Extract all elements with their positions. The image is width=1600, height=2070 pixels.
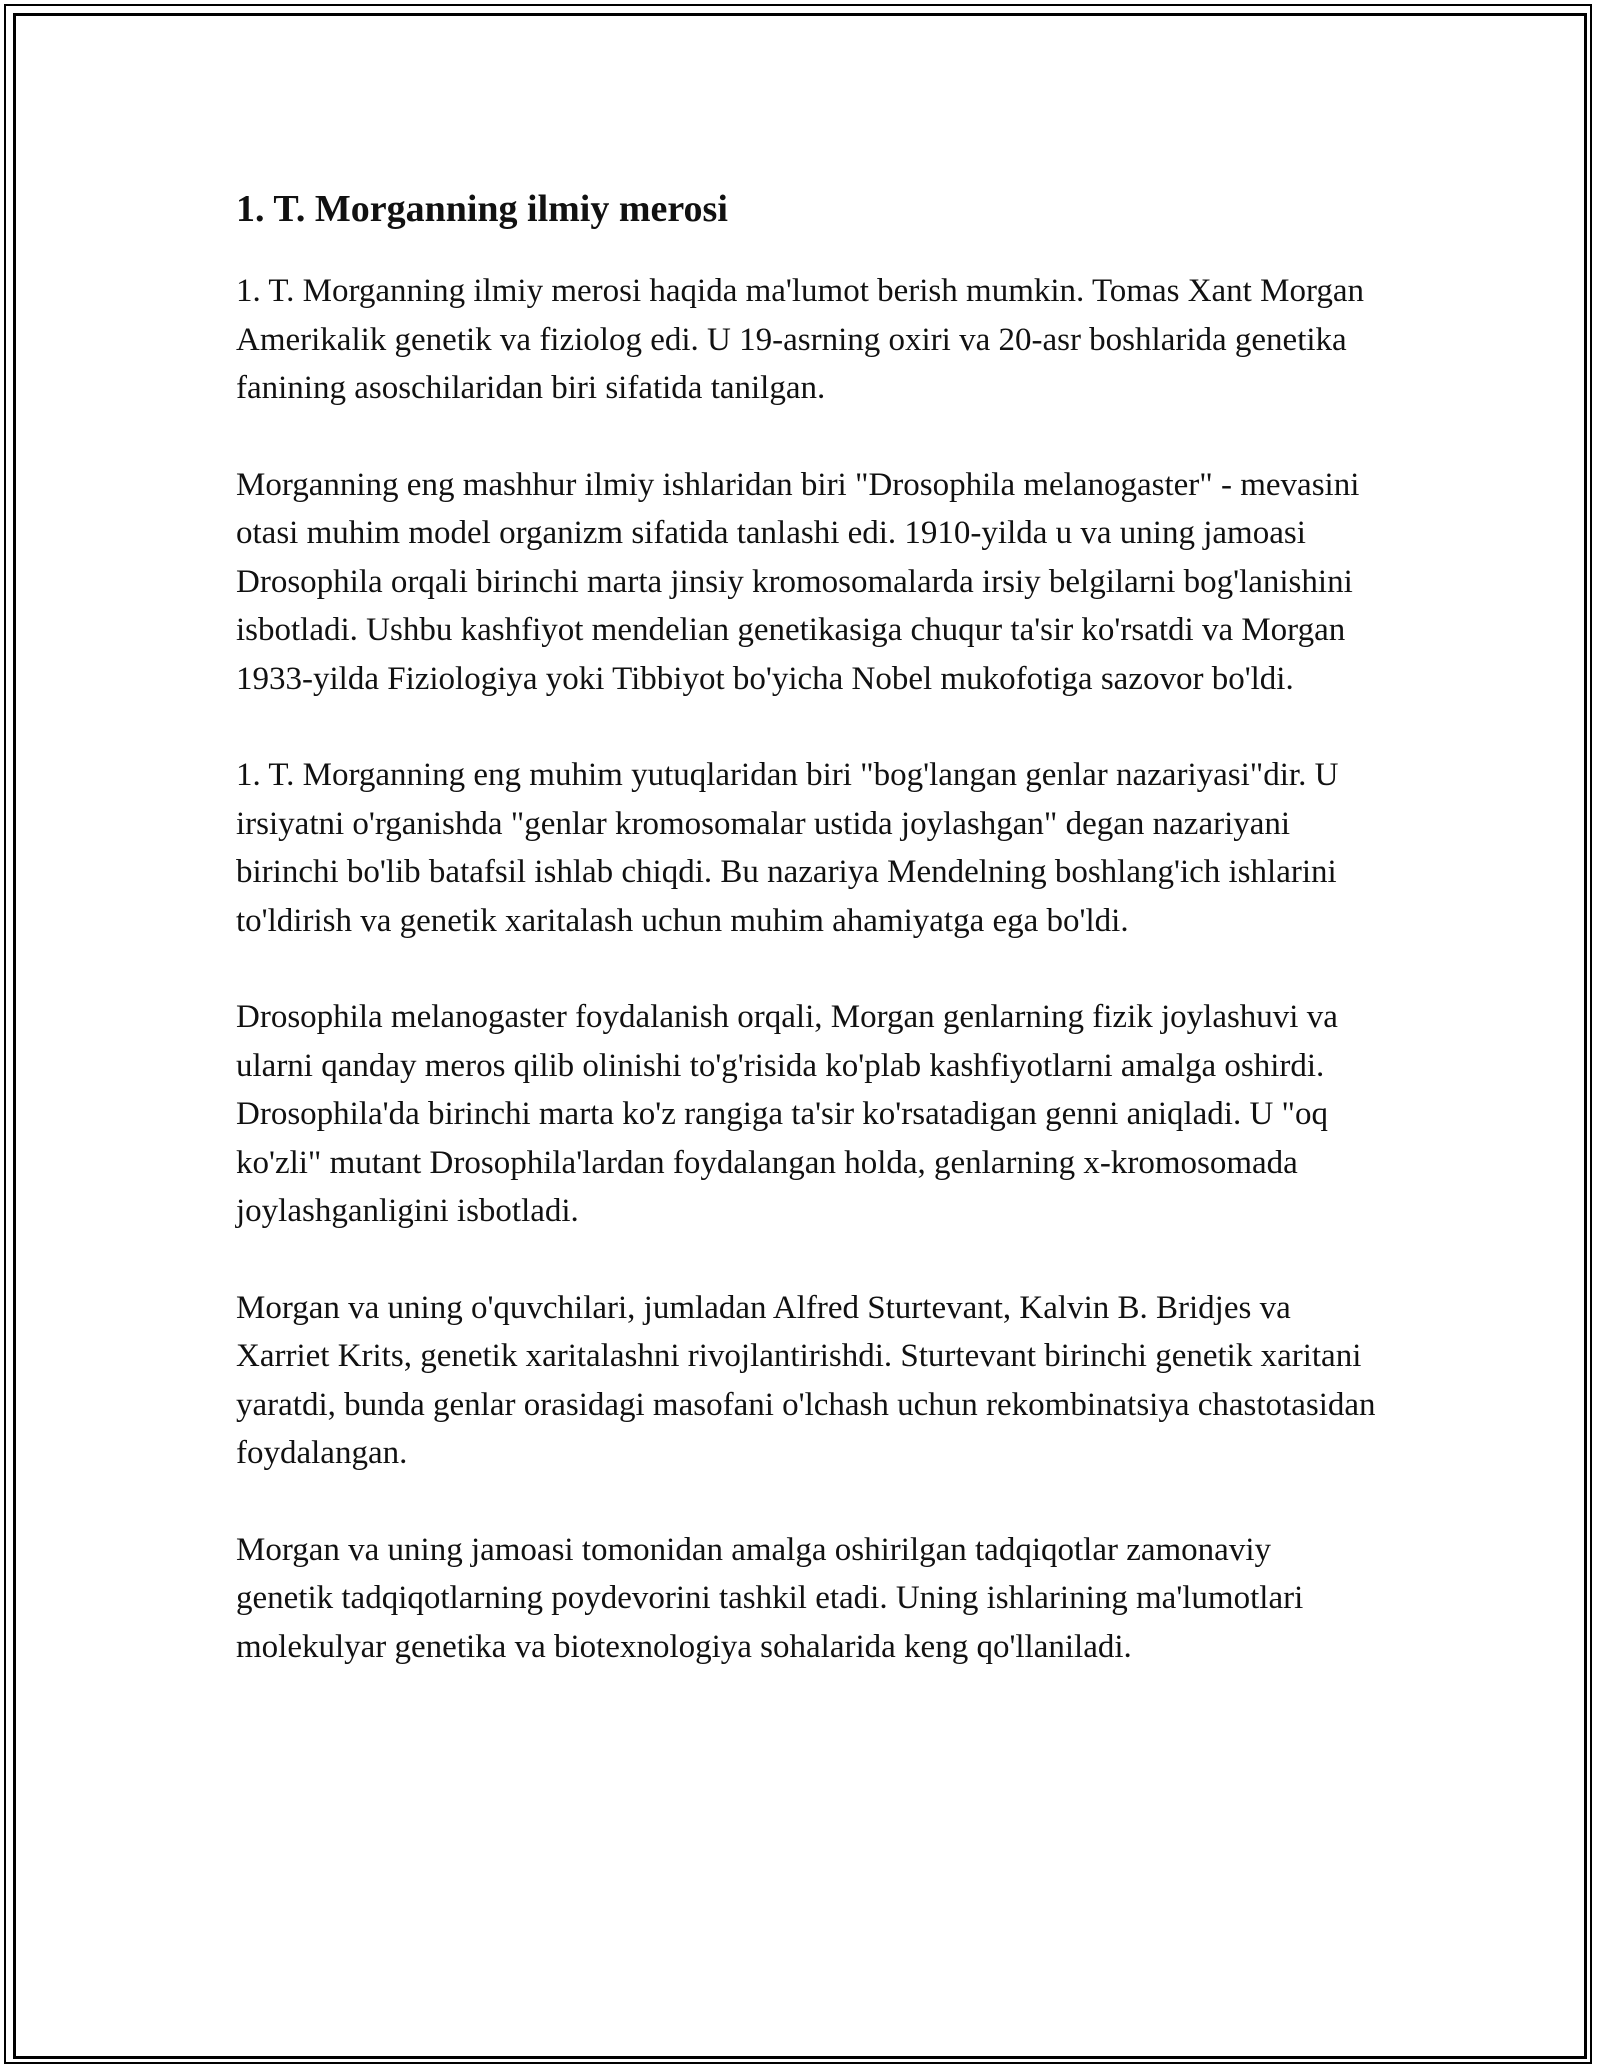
paragraph-1: 1. T. Morganning ilmiy merosi haqida ma'lumot berish mumkin. Tomas Xant Morgan Amerikalik genetik va fiziolog edi. U 19-asrning oxiri va 20-asr boshlarida genetika fanining asoschilaridan biri sifatida tanilgan. xyxy=(236,273,1364,406)
paragraph-4: Drosophila melanogaster foydalanish orqali, Morgan genlarning fizik joylashuvi va ularni qanday meros qilib olinishi to'g'risida ko'plab kashfiyotlarni amalga oshirdi. Drosophila'da birinchi marta ko'z rangiga ta'sir ko'rsatadigan genni aniqladi. U "oq ko'zli" mutant Drosophila'lardan foydalangan holda, genlarning x-kromosomada joylashganligini isbotladi. xyxy=(236,999,1338,1229)
paragraph-3: 1. T. Morganning eng muhim yutuqlaridan biri "bog'langan genlar nazariyasi"dir. U irsiyatni o'rganishda "genlar kromosomalar ustida joylashgan" degan nazariyani birinchi bo'lib batafsil ishlab chiqdi. Bu nazariya Mendelning boshlang'ich ishlarini to'ldirish va genetik xaritalash uchun muhim ahamiyatga ega bo'ldi. xyxy=(236,757,1339,939)
paragraph-6: Morgan va uning jamoasi tomonidan amalga oshirilgan tadqiqotlar zamonaviy genetik tadqiqotlarning poydevorini tashkil etadi. Uning ishlarining ma'lumotlari molekulyar genetika va biotexnologiya sohalarida keng qo'llaniladi. xyxy=(236,1531,1304,1665)
paragraph-5: Morgan va uning o'quvchilari, jumladan Alfred Sturtevant, Kalvin B. Bridjes va Xarriet Krits, genetik xaritalashni rivojlantirishdi. Sturtevant birinchi genetik xaritani yaratdi, bunda genlar orasidagi masofani o'lchash uchun rekombinatsiya chastotasidan foydalangan. xyxy=(236,1289,1376,1471)
paragraph-2: Morganning eng mashhur ilmiy ishlaridan biri "Drosophila melanogaster" - mevasini otasi muhim model organizm sifatida tanlashi edi. 1910-yilda u va uning jamoasi Drosophila orqali birinchi marta jinsiy kromosomalarda irsiy belgilarni bog'lanishini isbotladi. Ushbu kashfiyot mendelian genetikasiga chuqur ta'sir ko'rsatdi va Morgan 1933-yilda Fiziologiya yoki Tibbiyot bo'yicha Nobel mukofotiga sazovor bo'ldi. xyxy=(236,466,1360,697)
document-title: 1. T. Morganning ilmiy merosi xyxy=(236,188,728,230)
document-body xyxy=(236,185,1376,1671)
